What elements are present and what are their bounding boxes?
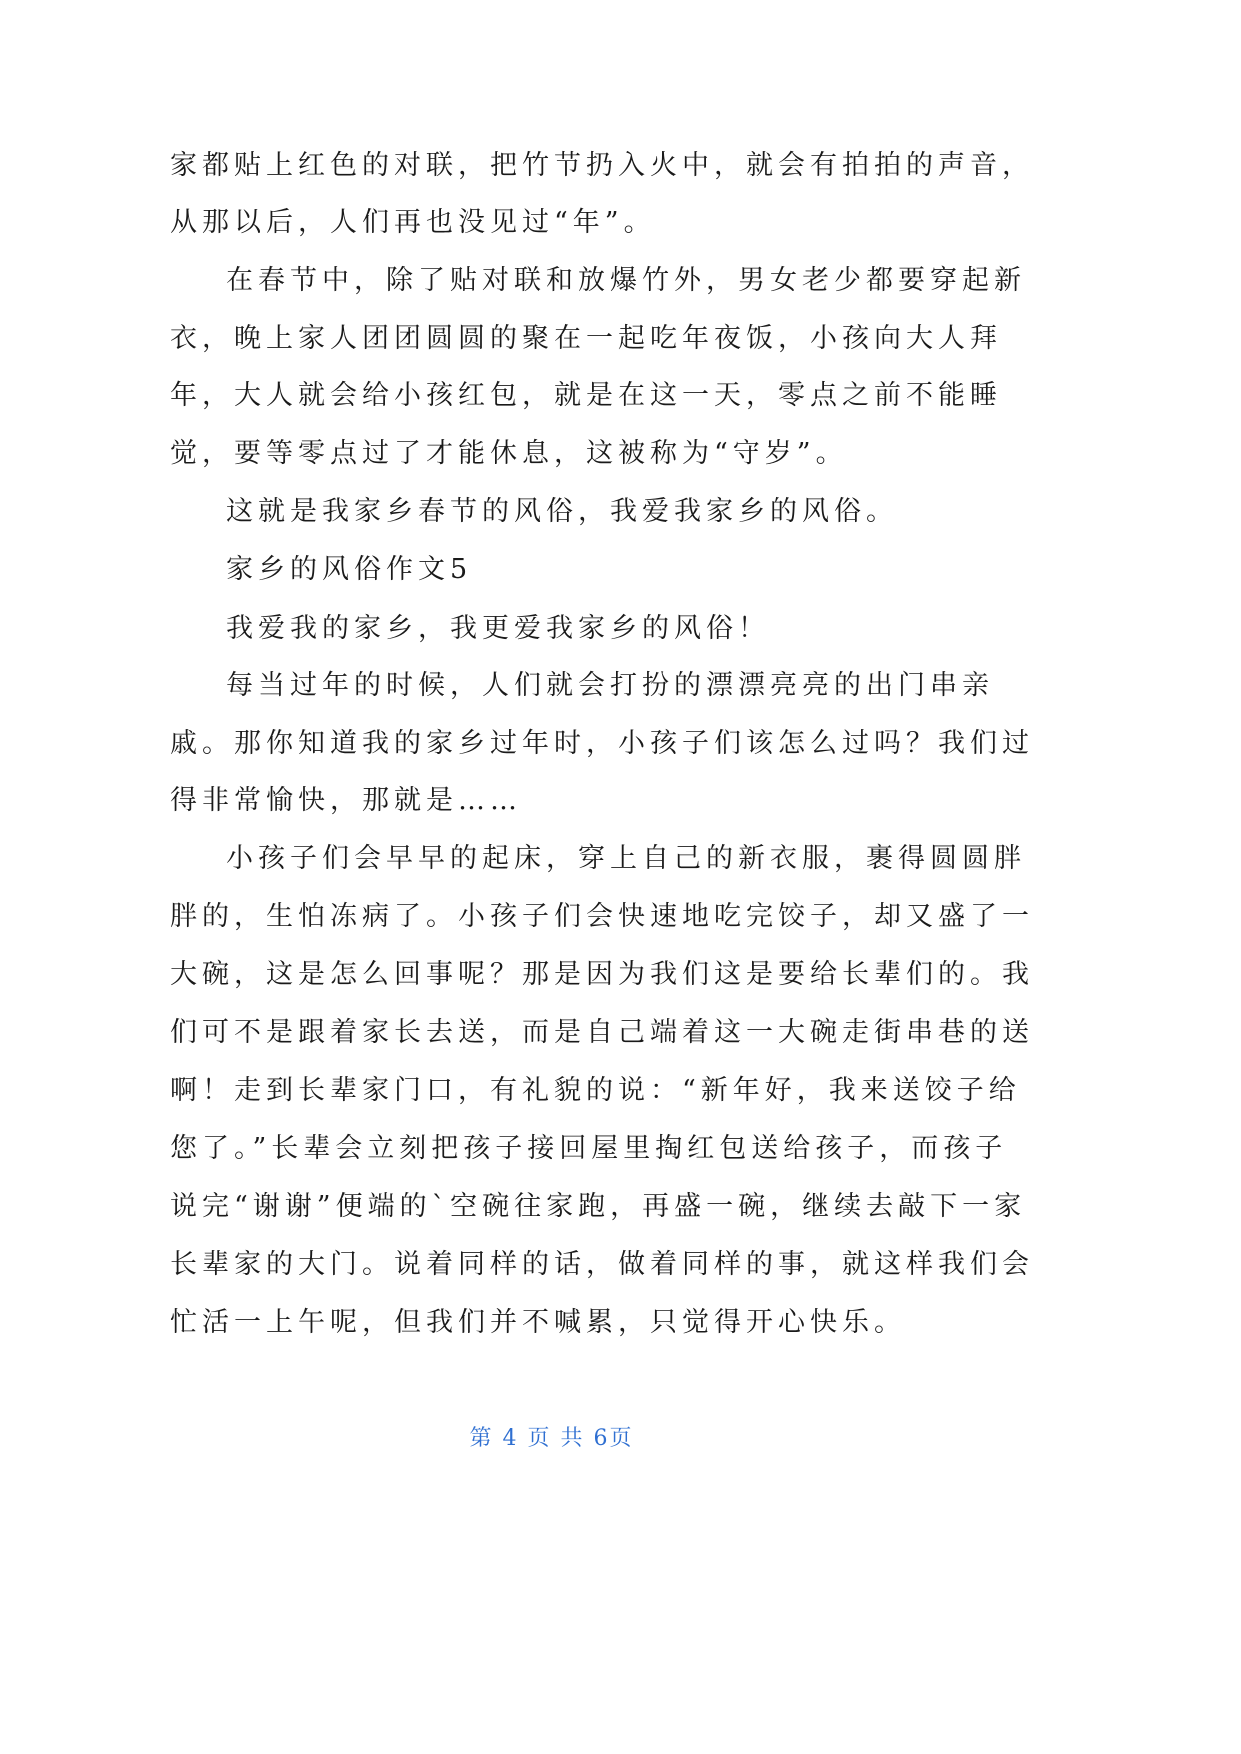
text-line: 啊！走到长辈家门口，有礼貌的说：“新年好，我来送饺子给 (170, 1075, 1021, 1106)
text-line: 忙活一上午呢，但我们并不喊累，只觉得开心快乐。 (170, 1307, 906, 1338)
paragraph-start: 这就是我家乡春节的风俗，我爱我家乡的风俗。 (226, 496, 898, 527)
text-line: 说完“谢谢”便端的`空碗往家跑，再盛一碗，继续去敲下一家 (170, 1191, 1027, 1222)
section-heading: 家乡的风俗作文5 (226, 554, 473, 585)
page-number-footer: 第 4 页 共 6页 (469, 1426, 634, 1451)
text-line: 觉，要等零点过了才能休息，这被称为“守岁”。 (170, 438, 848, 469)
text-line: 胖的，生怕冻病了。小孩子们会快速地吃完饺子，却又盛了一 (170, 901, 1034, 932)
paragraph-start: 小孩子们会早早的起床，穿上自己的新衣服，裹得圆圆胖 (226, 843, 1026, 874)
paragraph-start: 每当过年的时候，人们就会打扮的漂漂亮亮的出门串亲 (226, 670, 994, 701)
text-line: 大碗，这是怎么回事呢？那是因为我们这是要给长辈们的。我 (170, 959, 1034, 990)
text-line: 衣，晚上家人团团圆圆的聚在一起吃年夜饭，小孩向大人拜 (170, 323, 1002, 354)
text-line: 从那以后，人们再也没见过“年”。 (170, 207, 656, 238)
text-line: 们可不是跟着家长去送，而是自己端着这一大碗走街串巷的送 (170, 1017, 1034, 1048)
text-line: 您了。”长辈会立刻把孩子接回屋里掏红包送给孩子，而孩子 (170, 1133, 1008, 1164)
paragraph-start: 我爱我的家乡，我更爱我家乡的风俗！ (226, 613, 770, 644)
paragraph-start: 在春节中，除了贴对联和放爆竹外，男女老少都要穿起新 (226, 265, 1026, 296)
text-line: 家都贴上红色的对联，把竹节扔入火中，就会有拍拍的声音， (170, 150, 1034, 181)
text-line: 年，大人就会给小孩红包，就是在这一天，零点之前不能睡 (170, 380, 1002, 411)
text-line: 长辈家的大门。说着同样的话，做着同样的事，就这样我们会 (170, 1249, 1034, 1280)
text-line: 得非常愉快，那就是…… (170, 785, 522, 816)
text-line: 戚。那你知道我的家乡过年时，小孩子们该怎么过吗？我们过 (170, 728, 1034, 759)
